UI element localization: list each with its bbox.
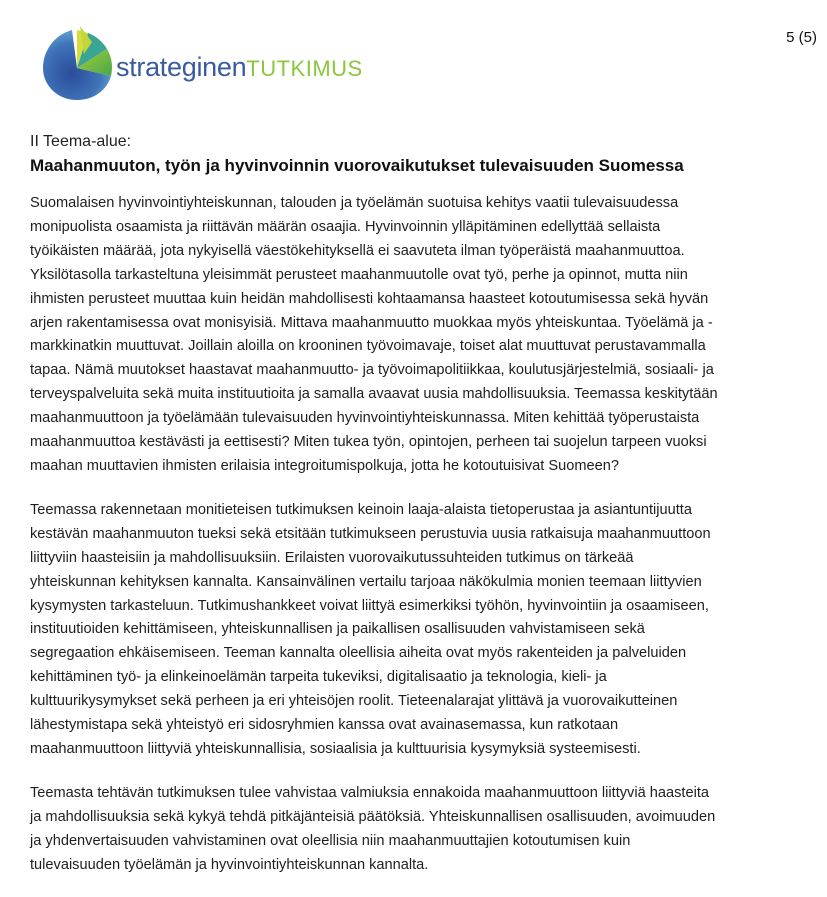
text-line: maahan muuttavien ihmisten erilaisia integroitumispolkuja, jotta he kotoutuisivat Suomeen? bbox=[30, 457, 619, 474]
text-line: kulttuurikysymykset sekä perheen ja eri yhteisöjen roolit. Tieteenalarajat ylittävä ja vuorovaikutteinen bbox=[30, 693, 678, 710]
text-line: tapaa. Nämä muutokset haastavat maahanmuutto- ja työvoimapolitiikkaa, koulutusjärjestelmiä, sosiaali- ja bbox=[30, 362, 714, 379]
text-line: ja yhdenvertaisuuden vahvistaminen ovat oleellisia niin maahanmuuttajien kotoutumisen kuin bbox=[30, 832, 631, 849]
text-line: arjen rakentamisessa ovat monisyisiä. Mittava maahanmuutto muokkaa myös yhteiskuntaa. Työelämä ja - bbox=[30, 314, 713, 331]
text-line: kehittäminen työ- ja elinkeinoelämän tarpeita tukeviksi, digitalisaatio ja teknologia, kieli- ja bbox=[30, 669, 607, 686]
text-line: monipuolista osaamista ja riittävän määrän osaajia. Hyvinvoinnin ylläpitäminen edellyttää sellaista bbox=[30, 218, 661, 235]
text-line: segregaation ehkäisemiseen. Teeman kannalta oleellisia aiheita ovat myös rakenteiden ja palveluiden bbox=[30, 645, 687, 662]
text-line: maahanmuuttoon ja työelämään tulevaisuuden hyvinvointiyhteiskunnassa. Miten kehittää työperustaista bbox=[30, 410, 700, 427]
text-line: Teemassa rakennetaan monitieteisen tutkimuksen keinoin laaja-alaista tietoperustaa ja asiantuntijuutta bbox=[30, 501, 692, 518]
text-line: kestävän maahanmuuton tueksi sekä etsitään tutkimukseen perustuvia uusia ratkaisuja maahanmuuttoon bbox=[30, 525, 711, 542]
paragraph-2 bbox=[30, 499, 820, 762]
text-line: instituutioiden kehittämiseen, yhteiskunnallisen ja paikallisen osallisuuden vahvistamiseen sekä bbox=[30, 621, 645, 638]
text-line: ja mahdollisuuksia sekä kykyä tehdä pitkäjänteisiä päätöksiä. Yhteiskunnallisen osallisuuden, avoimuuden bbox=[30, 808, 716, 825]
text-line: lähestymistapa sekä yhteistyö eri sidosryhmien kanssa ovat avainasemassa, kun ratkotaan bbox=[30, 717, 619, 734]
page-number: 5 (5) bbox=[786, 29, 817, 46]
text-line: maahanmuuttoa kestävästi ja eettisesti? Miten tukea työn, opintojen, perheen tai suojelun tarpeen vuoksi bbox=[30, 434, 707, 451]
text-line: liittyviin haasteisiin ja mahdollisuuksiin. Erilaisten vuorovaikutussuhteiden tutkimus on tärkeää bbox=[30, 549, 634, 566]
logo-word-tutkimus: TUTKIMUS bbox=[246, 56, 363, 81]
text-line: terveyspalveluita sekä muita instituutioita ja samalla avaavat uusia mahdollisuuksia. Teemassa keskitytään bbox=[30, 386, 718, 403]
logo-mark-icon bbox=[40, 24, 116, 102]
text-line: ihmisten perusteet muuttaa kuin heidän mahdollisesti kohtaamansa haasteet kotoutumisessa sekä hyvän bbox=[30, 290, 709, 307]
body-text bbox=[30, 192, 820, 897]
paragraph-1 bbox=[30, 192, 820, 479]
text-line: kysymysten tarkasteluun. Tutkimushankkeet voivat liittyä esimerkiksi työhön, hyvinvointiin ja osaamiseen, bbox=[30, 597, 709, 614]
theme-title: Maahanmuuton, työn ja hyvinvoinnin vuorovaikutukset tulevaisuuden Suomessa bbox=[30, 156, 684, 175]
text-line: tulevaisuuden työelämän ja hyvinvointiyhteiskunnan kannalta. bbox=[30, 856, 429, 873]
text-line: Yksilötasolla tarkasteltuna yleisimmät perusteet maahanmuutolle ovat työ, perhe ja opinnot, mutta niin bbox=[30, 266, 688, 283]
text-line: työikäisten määrää, jota nykyisellä väestökehityksellä ei saavuteta ilman työperäistä maahanmuuttoa. bbox=[30, 242, 685, 259]
paragraph-3 bbox=[30, 782, 820, 878]
text-line: Suomalaisen hyvinvointiyhteiskunnan, talouden ja työelämän suotuisa kehitys vaatii tulevaisuudessa bbox=[30, 195, 679, 211]
text-line: maahanmuuttoon liittyviä yhteiskunnallisia, sosiaalisia ja kulttuurisia kysymyksiä systeemisesti. bbox=[30, 740, 641, 757]
text-line: markkinatkin muuttuvat. Joillain aloilla on krooninen työvoimavaje, toiset alat muuttuvat perustavammalla bbox=[30, 338, 706, 355]
logo-wordmark bbox=[116, 54, 363, 81]
text-line: yhteiskunnan kehityksen kannalta. Kansainvälinen vertailu tarjoaa näkökulmia monien teemaan liittyvien bbox=[30, 573, 702, 590]
strateginen-tutkimus-logo bbox=[40, 24, 370, 102]
theme-label: II Teema-alue: bbox=[30, 133, 132, 150]
text-line: Teemasta tehtävän tutkimuksen tulee vahvistaa valmiuksia ennakoida maahanmuuttoon liittyviä haasteita bbox=[30, 784, 709, 801]
logo-word-strateginen: strateginen bbox=[116, 52, 247, 82]
